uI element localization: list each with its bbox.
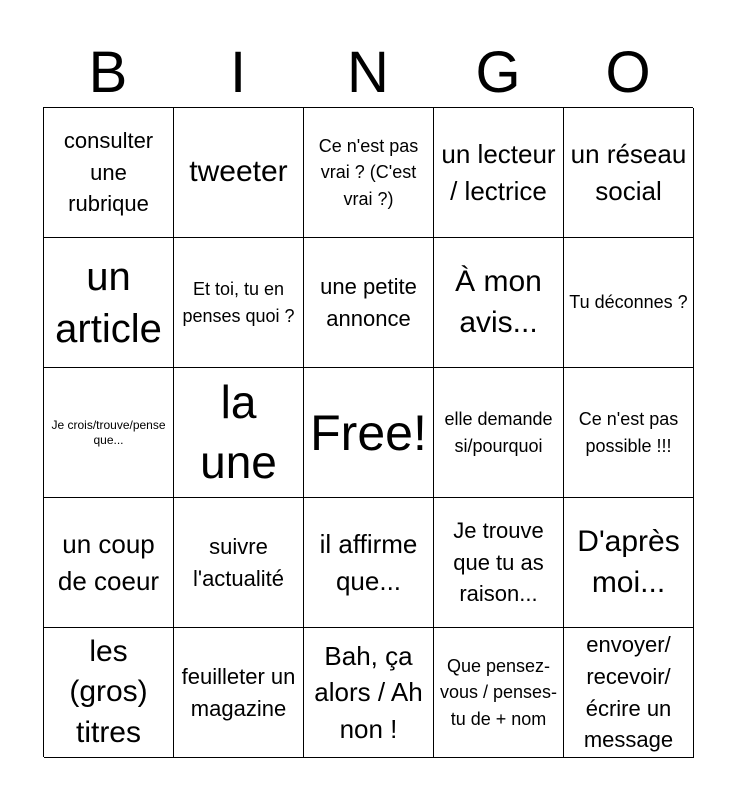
bingo-cell-r1-c4[interactable]: [434, 108, 564, 238]
header-letter-n: N: [347, 40, 389, 105]
bingo-cell-text: un coup de coeur: [57, 529, 160, 596]
bingo-cell-r3-c1[interactable]: [44, 368, 174, 498]
bingo-cell-r4-c5[interactable]: [564, 498, 694, 628]
bingo-cell-text: il affirme que...: [319, 529, 418, 596]
bingo-cell-r5-c2[interactable]: [174, 628, 304, 758]
bingo-cell-text: Free!: [310, 404, 427, 461]
bingo-cell-text: consulter une rubrique: [63, 127, 154, 217]
bingo-cell-r4-c1[interactable]: [44, 498, 174, 628]
bingo-cell-text: Tu déconnes ?: [569, 292, 688, 313]
bingo-cell-text: elle demande si/pourquoi: [444, 409, 553, 456]
bingo-cell-r2-c5[interactable]: [564, 238, 694, 368]
header-letter-i: I: [229, 40, 247, 105]
bingo-cell-r2-c1[interactable]: [44, 238, 174, 368]
bingo-cell-r1-c1[interactable]: [44, 108, 174, 238]
bingo-cell-text: Je crois/trouve/pense que...: [51, 417, 166, 447]
bingo-cell-text: Et toi, tu en penses quoi ?: [182, 279, 295, 326]
bingo-cell-text: un réseau social: [570, 139, 687, 206]
bingo-cell-r5-c4[interactable]: [434, 628, 564, 758]
bingo-cell-text: feuilleter un magazine: [181, 663, 296, 721]
bingo-cell-text: Ce n'est pas vrai ? (C'est vrai ?): [318, 136, 419, 209]
bingo-cell-r3-c2[interactable]: [174, 368, 304, 498]
bingo-cell-text: suivre l'actualité: [192, 533, 285, 591]
bingo-cell-text: Bah, ça alors / Ah non !: [314, 640, 423, 744]
bingo-cell-text: tweeter: [189, 155, 288, 189]
header-letter-g: G: [475, 40, 521, 105]
bingo-cell-text: un lecteur / lectrice: [441, 139, 556, 206]
bingo-cell-r2-c2[interactable]: [174, 238, 304, 368]
bingo-cell-r1-c3[interactable]: [304, 108, 434, 238]
bingo-cell-text: les (gros) titres: [69, 634, 148, 749]
bingo-cell-r4-c4[interactable]: [434, 498, 564, 628]
bingo-header: [43, 40, 693, 106]
header-letter-o: O: [605, 40, 651, 105]
bingo-cell-text: un article: [55, 254, 162, 351]
bingo-cell-text: une petite annonce: [320, 273, 417, 331]
bingo-cell-r1-c2[interactable]: [174, 108, 304, 238]
bingo-cell-text: Que pensez-vous / penses-tu de + nom: [439, 656, 558, 729]
bingo-cell-text: D'après moi...: [577, 525, 680, 599]
bingo-cell-text: À mon avis...: [455, 265, 542, 339]
bingo-cell-r5-c1[interactable]: [44, 628, 174, 758]
bingo-grid: [43, 107, 693, 757]
bingo-cell-r4-c2[interactable]: [174, 498, 304, 628]
bingo-cell-r1-c5[interactable]: [564, 108, 694, 238]
bingo-cell-r5-c3[interactable]: [304, 628, 434, 758]
bingo-cell-text: Je trouve que tu as raison...: [453, 517, 544, 607]
bingo-cell-r4-c3[interactable]: [304, 498, 434, 628]
bingo-cell-r5-c5[interactable]: [564, 628, 694, 758]
bingo-cell-text: envoyer/ recevoir/ écrire un message: [583, 631, 674, 753]
bingo-cell-r3-c5[interactable]: [564, 368, 694, 498]
bingo-cell-r3-c4[interactable]: [434, 368, 564, 498]
bingo-cell-r2-c4[interactable]: [434, 238, 564, 368]
header-letter-b: B: [88, 40, 128, 105]
bingo-cell-r2-c3[interactable]: [304, 238, 434, 368]
bingo-cell-text: Ce n'est pas possible !!!: [578, 409, 679, 456]
bingo-cell-r3-c3[interactable]: [304, 368, 434, 498]
bingo-cell-text: la une: [200, 375, 277, 488]
